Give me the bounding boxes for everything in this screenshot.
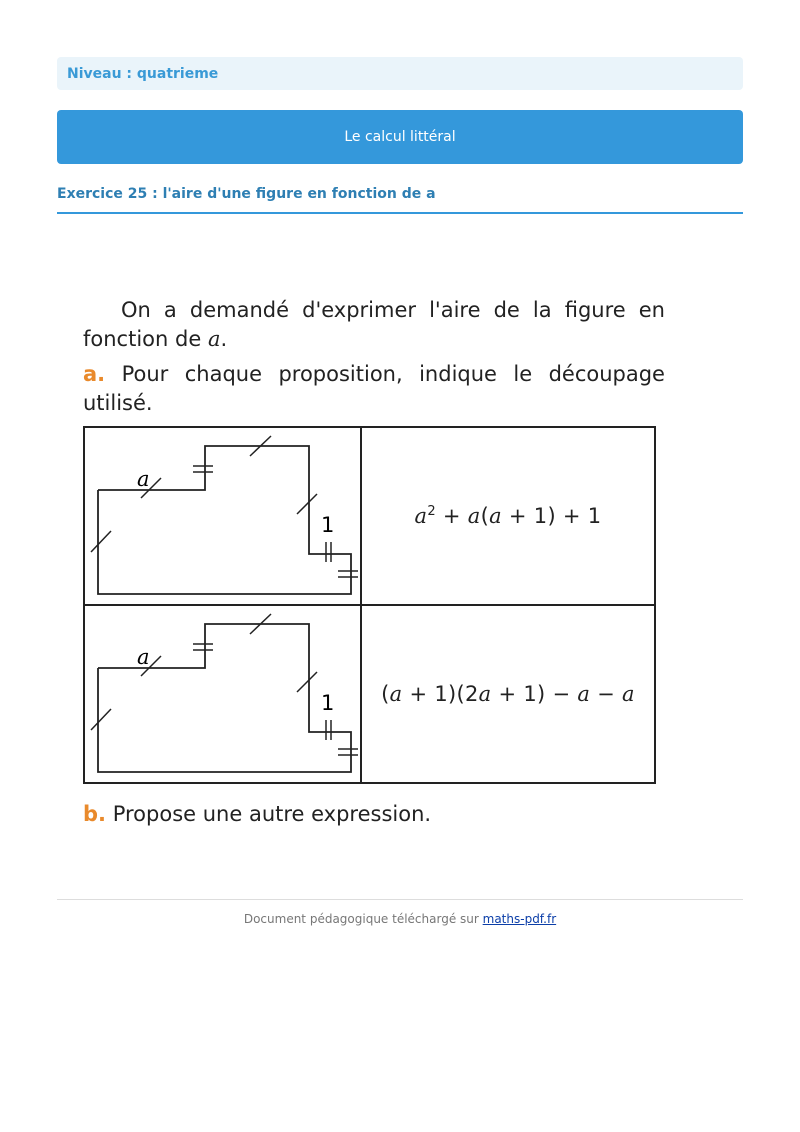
expr-term: a [622, 682, 635, 706]
expr-term: ( [381, 682, 390, 706]
expr-term: a [577, 682, 591, 706]
expr-term: + [435, 504, 468, 528]
expr-term: + 1) − [491, 682, 578, 706]
expr-exponent: 2 [427, 504, 436, 519]
expr-term: a [414, 504, 428, 528]
expression-cell [361, 427, 655, 605]
footer [57, 899, 743, 926]
expr-term: a [467, 504, 481, 528]
figures-table [83, 426, 656, 784]
question-b [83, 800, 665, 829]
question-b-letter: b. [83, 802, 107, 826]
table-row [84, 427, 655, 605]
question-a-letter: a. [83, 362, 106, 386]
exercise-content [83, 296, 665, 829]
question-a [83, 360, 665, 418]
staircase-figure [85, 606, 360, 778]
expression-cell [361, 605, 655, 783]
footer-link[interactable]: maths-pdf.fr [482, 912, 557, 926]
side-one-label: 1 [321, 691, 335, 715]
table-row [84, 605, 655, 783]
side-one-label: 1 [321, 513, 335, 537]
question-a-text: Pour chaque proposition, indique le découpage utilisé. [83, 362, 665, 415]
chapter-title: Le calcul littéral [344, 129, 456, 145]
expr-term: + 1) + 1 [501, 504, 602, 528]
exercise-title: Exercice 25 : l'aire d'une figure en fonction de a [57, 186, 743, 214]
exercise-intro [83, 296, 665, 354]
intro-variable: a [207, 327, 221, 351]
expr-term: − [590, 682, 623, 706]
figure-cell [84, 605, 361, 783]
expr-term: + 1)(2 [402, 682, 479, 706]
level-label: Niveau : quatrieme [67, 65, 219, 82]
question-b-text: Propose une autre expression. [112, 802, 432, 826]
expression-1 [415, 504, 602, 528]
footer-text: Document pédagogique téléchargé sur [243, 912, 483, 926]
level-banner [57, 57, 743, 90]
intro-text: On a demandé d'exprimer l'aire de la figure en fonction de [83, 298, 665, 351]
expr-term: ( [480, 504, 490, 528]
side-a-label: a [137, 645, 150, 669]
expression-2 [381, 682, 635, 706]
expr-term: a [489, 504, 502, 528]
side-a-label: a [137, 467, 150, 491]
chapter-title-banner [57, 110, 743, 164]
expr-term: a [478, 682, 492, 706]
staircase-figure [85, 428, 360, 600]
intro-end: . [220, 327, 228, 351]
figure-cell [84, 427, 361, 605]
expr-term: a [389, 682, 403, 706]
